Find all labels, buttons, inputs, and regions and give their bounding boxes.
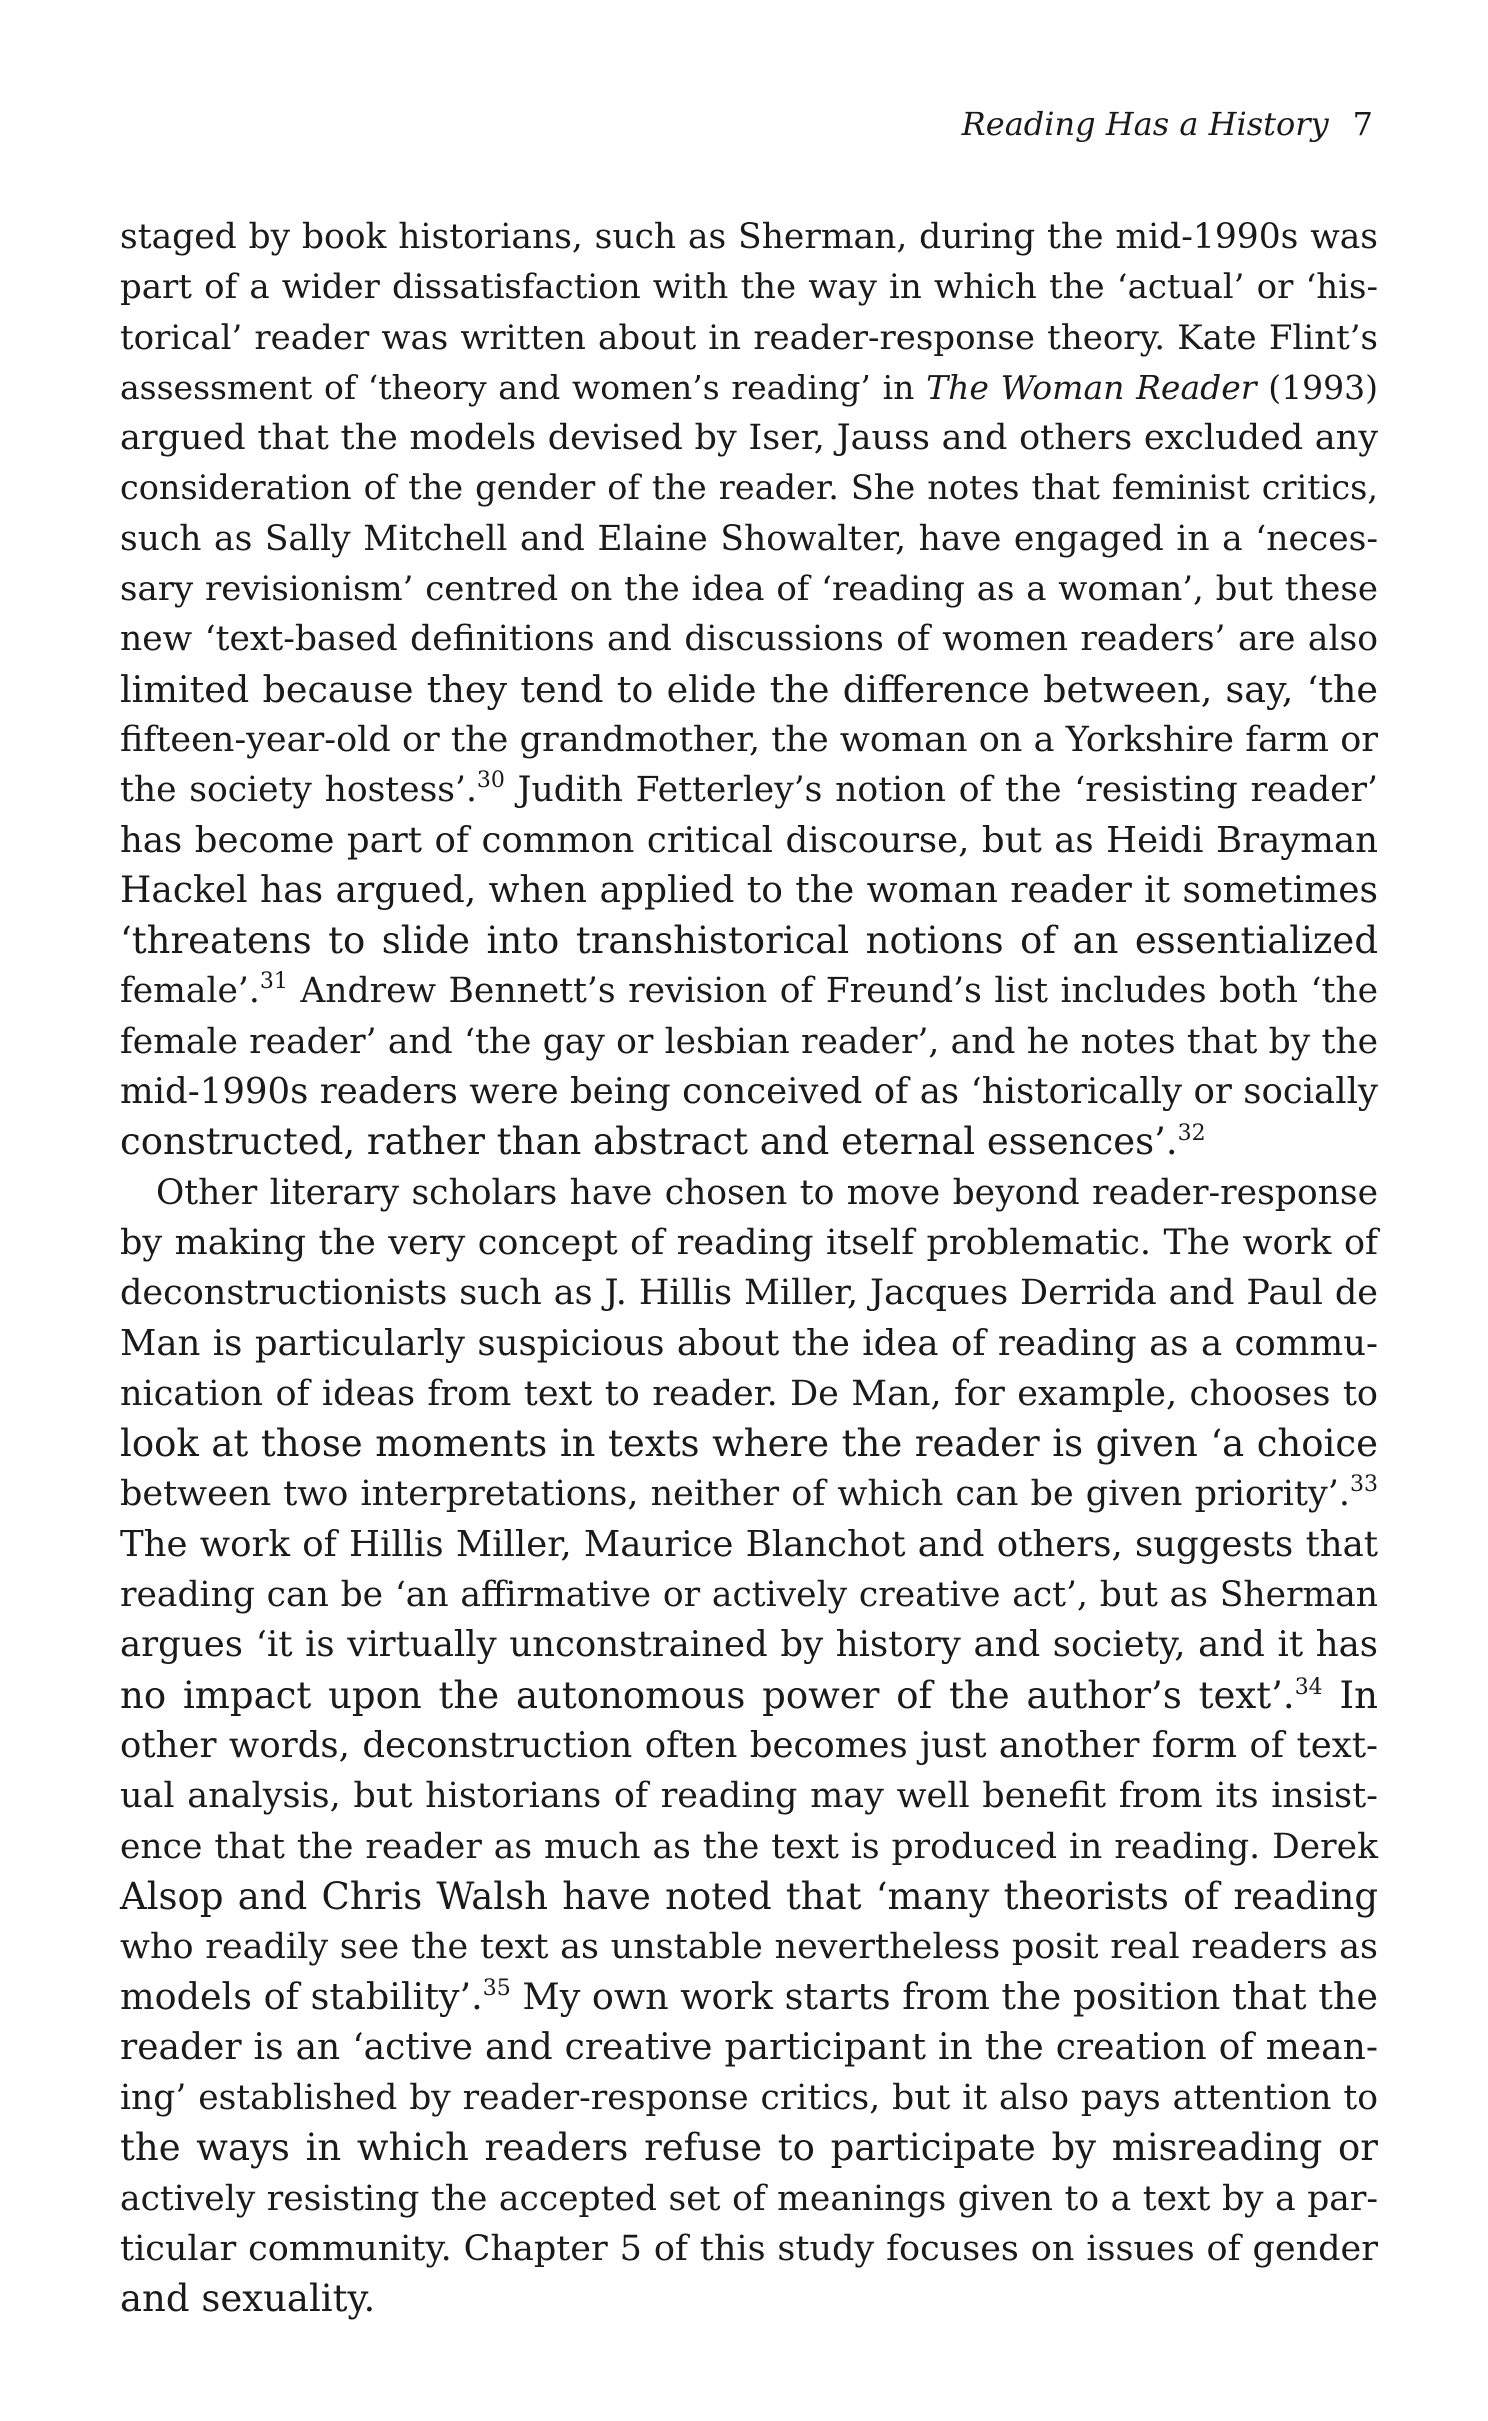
page-number: 7 (1352, 105, 1373, 143)
text-line: sary revisionism’ centred on the idea of ‘reading as a woman’, but these (120, 569, 1378, 610)
footnote-marker: 30 (476, 768, 505, 794)
footnote-marker: 31 (259, 969, 288, 995)
text-line: no impact upon the autonomous power of the author’s text’.$^{34}$ In (120, 1673, 1378, 1717)
text-line: has become part of common critical discourse, but as Heidi Brayman (120, 819, 1378, 861)
text-line: ual analysis, but historians of reading may well benefit from its insist- (120, 1776, 1378, 1817)
text-line: ing’ established by reader-response critics, but it also pays attention to (120, 2077, 1378, 2118)
text-line: torical’ reader was written about in reader-response theory. Kate Flint’s (120, 317, 1378, 358)
text-line: the ways in which readers refuse to participate by misreading or (120, 2126, 1378, 2170)
text-line: ‘threatens to slide into transhistorical notions of an essentialized (120, 919, 1378, 963)
text-line: nication of ideas from text to reader. De Man, for example, chooses to (120, 1373, 1378, 1414)
text-line: between two interpretations, neither of which can be given priority’.$^{33}$ (120, 1472, 1378, 1515)
text-line: Alsop and Chris Walsh have noted that ‘many theorists of reading (120, 1874, 1378, 1918)
paragraph (120, 212, 1378, 1168)
text-line: by making the very concept of reading itself problematic. The work of (120, 1222, 1378, 1263)
text-line: Man is particularly suspicious about the idea of reading as a commu- (120, 1322, 1378, 1364)
footnote-marker: 32 (1177, 1121, 1206, 1147)
paragraph (120, 1168, 1378, 2325)
text-line: fifteen-year-old or the grandmother, the woman on a Yorkshire farm or (120, 719, 1378, 760)
text-line: other words, deconstruction often becomes just another form of text- (120, 1724, 1378, 1766)
running-head (961, 105, 1373, 143)
text-line: argued that the models devised by Iser, Jauss and others excluded any (120, 418, 1378, 459)
text-line: who readily see the text as unstable nevertheless posit real readers as (120, 1927, 1378, 1968)
text-line: new ‘text-based definitions and discussions of women readers’ are also (120, 619, 1378, 660)
text-line: mid-1990s readers were being conceived of as ‘historically or socially (120, 1071, 1378, 1113)
text-line: actively resisting the accepted set of meanings given to a text by a par- (120, 2178, 1378, 2219)
book-title: The Woman Reader (926, 367, 1257, 407)
footnote-marker: 34 (1294, 1674, 1323, 1700)
text-line: and sexuality. (120, 2277, 376, 2321)
footnote-marker: 33 (1350, 1472, 1378, 1498)
text-line: assessment of ‘theory and women’s reading’ in The Woman Reader (1993) (120, 367, 1378, 407)
text-line: limited because they tend to elide the difference between, say, ‘the (120, 667, 1378, 711)
text-line: deconstructionists such as J. Hillis Miller, Jacques Derrida and Paul de (120, 1273, 1378, 1314)
text-line: consideration of the gender of the reader. She notes that feminist critics, (120, 468, 1378, 508)
text-line: constructed, rather than abstract and eternal essences’.$^{32}$ (120, 1120, 1206, 1164)
text-line: female reader’ and ‘the gay or lesbian reader’, and he notes that by the (120, 1021, 1378, 1062)
text-line: argues ‘it is virtually unconstrained by history and society, and it has (120, 1624, 1378, 1666)
text-line: female’.$^{31}$ Andrew Bennett’s revision of Freund’s list includes both ‘the (120, 969, 1378, 1012)
text-line: Other literary scholars have chosen to move beyond reader-response (156, 1172, 1378, 1213)
text-line: Hackel has argued, when applied to the woman reader it sometimes (120, 869, 1378, 911)
footnote-marker: 35 (482, 1976, 511, 2002)
running-head-title: Reading Has a History (961, 105, 1329, 143)
text-line: part of a wider dissatisfaction with the way in which the ‘actual’ or ‘his- (120, 267, 1378, 308)
text-line: ence that the reader as much as the text is produced in reading. Derek (120, 1826, 1378, 1867)
text-line: the society hostess’.$^{30}$ Judith Fetterley’s notion of the ‘resisting reader’ (120, 768, 1378, 811)
text-line: models of stability’.$^{35}$ My own work starts from the position that the (120, 1975, 1378, 2019)
text-line: ticular community. Chapter 5 of this study focuses on issues of gender (120, 2228, 1378, 2269)
text-line: reader is an ‘active and creative participant in the creation of mean- (120, 2026, 1378, 2068)
text-line: The work of Hillis Miller, Maurice Blanchot and others, suggests that (120, 1523, 1378, 1565)
body-text (120, 212, 1378, 2324)
text-line: such as Sally Mitchell and Elaine Showalter, have engaged in a ‘neces- (120, 518, 1378, 559)
text-line: look at those moments in texts where the reader is given ‘a choice (120, 1422, 1378, 1466)
text-line: reading can be ‘an affirmative or actively creative act’, but as Sherman (120, 1575, 1378, 1616)
text-line: staged by book historians, such as Sherman, during the mid-1990s was (120, 217, 1378, 257)
